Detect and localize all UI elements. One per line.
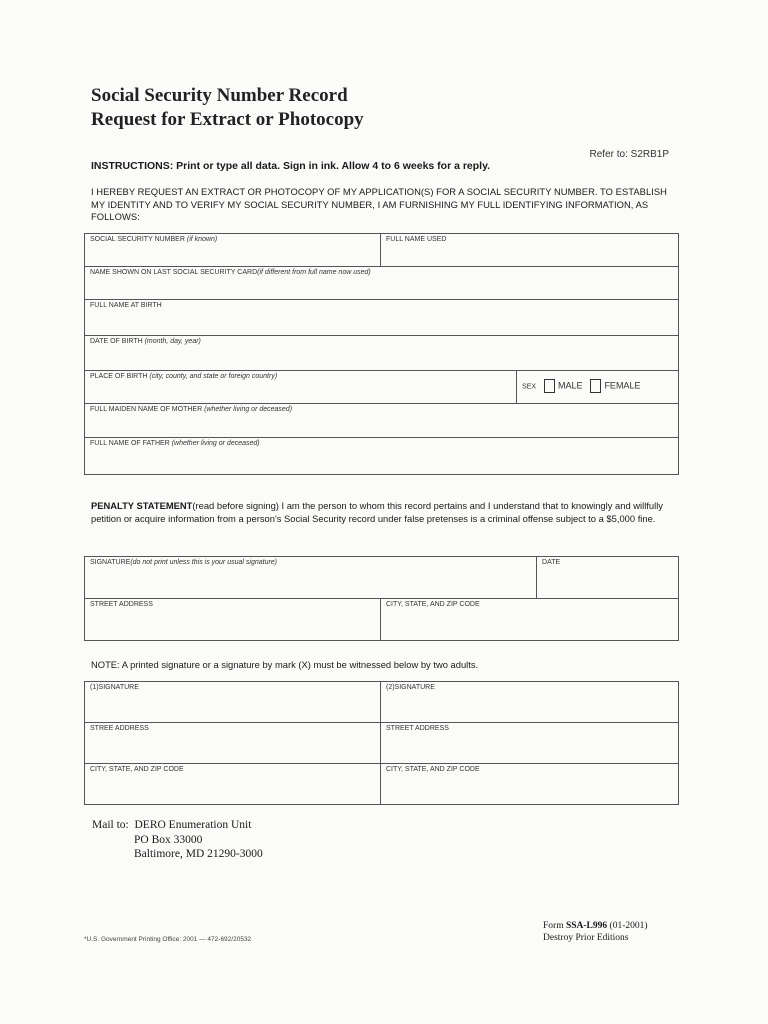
- place-of-birth-hint: (city, county, and state or foreign country): [149, 373, 278, 380]
- witness1-signature-field[interactable]: [85, 682, 381, 723]
- female-checkbox[interactable]: [590, 379, 601, 393]
- dob-hint: (month, day, year): [144, 338, 201, 345]
- signature-form: [84, 556, 679, 641]
- witness2-signature-label: (2)SIGNATURE: [386, 684, 435, 691]
- penalty-text: (read before signing) I am the person to whom this record pertains and I understand that to knowingly and willfully petition or acquire information from a person's Social Security record under false pretenses is a criminal offense subject to a $5,000 fine.: [91, 500, 663, 524]
- city-state-zip-label: CITY, STATE, AND ZIP CODE: [386, 601, 480, 608]
- last-card-name-label: NAME SHOWN ON LAST SOCIAL SECURITY CARD: [90, 269, 258, 276]
- destroy-prior-editions: Destroy Prior Editions: [543, 933, 629, 943]
- witness-note: NOTE: A printed signature or a signature by mark (X) must be witnessed below by two adults.: [91, 659, 479, 670]
- form-title: [91, 84, 364, 132]
- male-checkbox[interactable]: [544, 379, 555, 393]
- father-name-hint: (whether living or deceased): [171, 440, 260, 447]
- witness2-street-label: STREET ADDRESS: [386, 725, 449, 732]
- witness2-street-field[interactable]: [381, 723, 679, 764]
- form-prefix: Form: [543, 921, 566, 931]
- mother-name-field[interactable]: [85, 404, 679, 438]
- dob-field[interactable]: [85, 336, 679, 371]
- penalty-statement: [91, 499, 677, 525]
- dob-label: DATE OF BIRTH: [90, 338, 143, 345]
- sex-male-option[interactable]: [544, 379, 583, 393]
- gpo-footer: *U.S. Government Printing Office: 2001 — 472-692/20532: [84, 936, 252, 943]
- full-name-used-field[interactable]: [381, 234, 679, 267]
- form-number: [543, 920, 648, 944]
- female-label: FEMALE: [604, 380, 641, 391]
- penalty-heading: PENALTY STATEMENT: [91, 500, 193, 511]
- mail-to-label: Mail to:: [92, 819, 129, 831]
- father-name-field[interactable]: [85, 438, 679, 475]
- form-code: SSA-L996: [565, 921, 608, 931]
- last-card-name-hint: (if different from full name now used): [257, 269, 371, 276]
- sex-female-option[interactable]: [590, 379, 640, 393]
- mail-line-3: Baltimore, MD 21290-3000: [134, 848, 263, 860]
- witness2-signature-field[interactable]: [381, 682, 679, 723]
- witness-form: [84, 681, 679, 805]
- mail-line-1: DERO Enumeration Unit: [134, 819, 252, 831]
- male-label: MALE: [557, 380, 583, 391]
- title-line-1: Social Security Number Record: [91, 85, 348, 106]
- title-line-2: Request for Extract or Photocopy: [91, 109, 364, 130]
- identity-form: [84, 233, 679, 475]
- witness1-street-label: STREE ADDRESS: [90, 725, 149, 732]
- witness2-city-label: CITY, STATE, AND ZIP CODE: [386, 766, 480, 773]
- instructions: INSTRUCTIONS: Print or type all data. Sign in ink. Allow 4 to 6 weeks for a reply.: [91, 160, 491, 172]
- mailing-address: [92, 818, 263, 862]
- mail-line-2: PO Box 33000: [134, 833, 203, 846]
- street-address-label: STREET ADDRESS: [90, 601, 153, 608]
- signature-label: SIGNATURE: [90, 559, 131, 566]
- city-state-zip-field[interactable]: [381, 599, 679, 641]
- ssn-hint: (if known): [186, 236, 218, 243]
- ssn-field[interactable]: [85, 234, 381, 267]
- witness1-city-label: CITY, STATE, AND ZIP CODE: [90, 766, 184, 773]
- witness1-street-field[interactable]: [85, 723, 381, 764]
- date-label: DATE: [542, 559, 561, 566]
- signature-field[interactable]: [85, 557, 537, 599]
- mother-name-hint: (whether living or deceased): [204, 406, 293, 413]
- sex-label: SEX: [522, 383, 537, 391]
- street-address-field[interactable]: [85, 599, 381, 641]
- refer-to-code: Refer to: S2RB1P: [589, 149, 669, 160]
- last-card-name-field[interactable]: [85, 267, 679, 300]
- mother-name-label: FULL MAIDEN NAME OF MOTHER: [90, 406, 203, 413]
- witness1-signature-label: (1)SIGNATURE: [90, 684, 139, 691]
- date-field[interactable]: [537, 557, 679, 599]
- sex-field: [517, 371, 679, 404]
- birth-name-field[interactable]: [85, 300, 679, 336]
- full-name-used-label: FULL NAME USED: [386, 236, 447, 243]
- place-of-birth-label: PLACE OF BIRTH: [90, 373, 148, 380]
- father-name-label: FULL NAME OF FATHER: [90, 440, 170, 447]
- witness1-city-field[interactable]: [85, 764, 381, 805]
- witness2-city-field[interactable]: [381, 764, 679, 805]
- signature-hint: (do not print unless this is your usual signature): [130, 559, 278, 566]
- request-statement: I HEREBY REQUEST AN EXTRACT OR PHOTOCOPY OF MY APPLICATION(S) FOR A SOCIAL SECURITY NUMBER. TO ESTABLISH MY IDENTITY AND TO VERIFY MY SOCIAL SECURITY NUMBER, I AM FURNISHING MY FULL IDENTIFYING INFORMATION, AS FOLLOWS:: [91, 186, 667, 222]
- place-of-birth-field[interactable]: [85, 371, 517, 404]
- birth-name-label: FULL NAME AT BIRTH: [90, 302, 162, 309]
- form-date: (01-2001): [607, 921, 648, 931]
- ssn-label: SOCIAL SECURITY NUMBER: [90, 236, 185, 243]
